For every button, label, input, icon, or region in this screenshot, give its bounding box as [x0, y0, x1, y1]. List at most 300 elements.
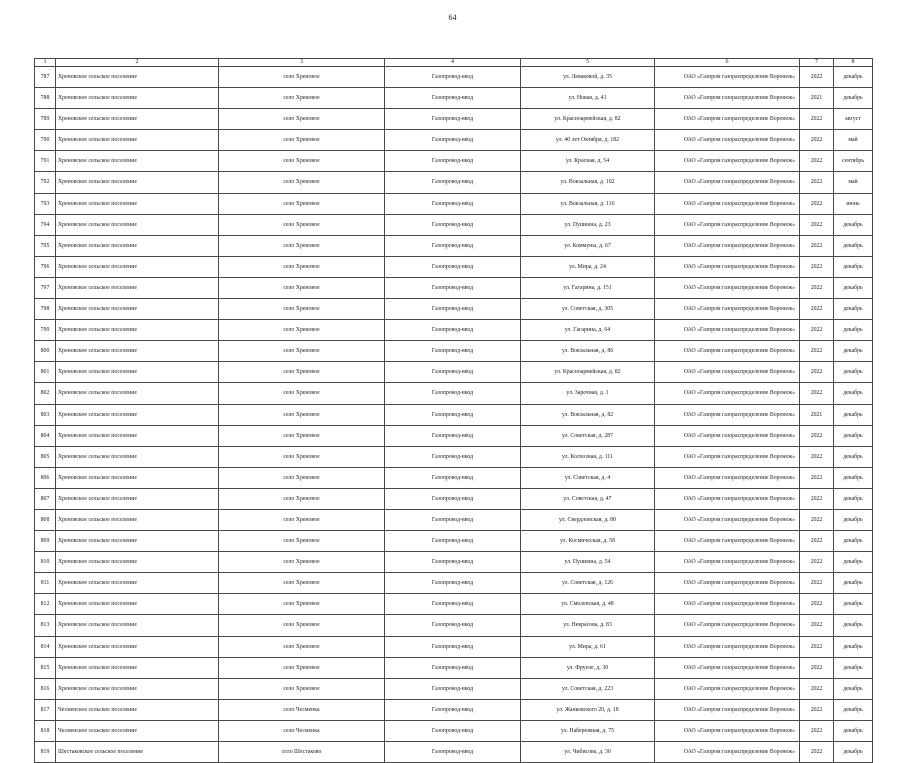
settlement-cell: Хреновское сельское поселение — [56, 109, 219, 130]
row-number-cell: 813 — [35, 615, 56, 636]
month-cell: декабрь — [834, 383, 873, 404]
table-row — [35, 699, 873, 720]
organization-cell: ОАО «Газпром газораспределение Воронеж» — [655, 130, 800, 151]
organization-cell: ОАО «Газпром газораспределение Воронеж» — [655, 214, 800, 235]
settlement-cell: Хреновское сельское поселение — [56, 88, 219, 109]
locality-cell: село Хреновое — [219, 404, 385, 425]
month-cell: декабрь — [834, 552, 873, 573]
locality-cell: село Хреновое — [219, 109, 385, 130]
settlement-cell: Хреновское сельское поселение — [56, 193, 219, 214]
locality-cell: село Хреновое — [219, 172, 385, 193]
address-cell: ул. Вокзальная, д. 116 — [521, 193, 655, 214]
row-number-cell: 819 — [35, 742, 56, 763]
address-cell: ул. Пушкина, д. 54 — [521, 552, 655, 573]
settlement-cell: Хреновское сельское поселение — [56, 657, 219, 678]
row-number-cell: 797 — [35, 277, 56, 298]
locality-cell: село Хреновое — [219, 425, 385, 446]
address-cell: ул. 40 лет Октября, д. 182 — [521, 130, 655, 151]
settlement-cell: Хреновское сельское поселение — [56, 214, 219, 235]
month-cell: декабрь — [834, 404, 873, 425]
locality-cell: село Хреновое — [219, 67, 385, 88]
organization-cell: ОАО «Газпром газораспределение Воронеж» — [655, 425, 800, 446]
settlement-cell: Хреновское сельское поселение — [56, 383, 219, 404]
month-cell: декабрь — [834, 699, 873, 720]
object-type-cell: Газопровод-ввод — [385, 404, 521, 425]
month-cell: декабрь — [834, 67, 873, 88]
settlement-cell: Хреновское сельское поселение — [56, 235, 219, 256]
organization-cell: ОАО «Газпром газораспределение Воронеж» — [655, 299, 800, 320]
year-cell: 2022 — [800, 467, 834, 488]
object-type-cell: Газопровод-ввод — [385, 573, 521, 594]
address-cell: ул. Советская, д. 287 — [521, 425, 655, 446]
month-cell: декабрь — [834, 678, 873, 699]
year-cell: 2022 — [800, 742, 834, 763]
month-cell: декабрь — [834, 88, 873, 109]
address-cell: ул. Свердловская, д. 80 — [521, 509, 655, 530]
object-type-cell: Газопровод-ввод — [385, 699, 521, 720]
column-header-5: 5 — [521, 59, 655, 67]
object-type-cell: Газопровод-ввод — [385, 193, 521, 214]
locality-cell: село Хреновое — [219, 467, 385, 488]
table-body — [35, 67, 873, 763]
address-cell: ул. Красная, д. 54 — [521, 151, 655, 172]
organization-cell: ОАО «Газпром газораспределение Воронеж» — [655, 594, 800, 615]
table-row — [35, 425, 873, 446]
table-row — [35, 235, 873, 256]
year-cell: 2022 — [800, 552, 834, 573]
object-type-cell: Газопровод-ввод — [385, 509, 521, 530]
year-cell: 2022 — [800, 636, 834, 657]
month-cell: август — [834, 109, 873, 130]
row-number-cell: 793 — [35, 193, 56, 214]
month-cell: декабрь — [834, 636, 873, 657]
table-row — [35, 467, 873, 488]
settlement-cell: Хреновское сельское поселение — [56, 277, 219, 298]
year-cell: 2022 — [800, 193, 834, 214]
object-type-cell: Газопровод-ввод — [385, 615, 521, 636]
row-number-cell: 795 — [35, 235, 56, 256]
month-cell: декабрь — [834, 341, 873, 362]
locality-cell: село Чесменка — [219, 699, 385, 720]
settlement-cell: Хреновское сельское поселение — [56, 636, 219, 657]
address-cell: ул. Советская, д. 223 — [521, 678, 655, 699]
organization-cell: ОАО «Газпром газораспределение Воронеж» — [655, 320, 800, 341]
table-row — [35, 362, 873, 383]
settlement-cell: Хреновское сельское поселение — [56, 256, 219, 277]
settlement-cell: Хреновское сельское поселение — [56, 425, 219, 446]
locality-cell: село Шестаково — [219, 742, 385, 763]
table-row — [35, 172, 873, 193]
object-type-cell: Газопровод-ввод — [385, 299, 521, 320]
address-cell: ул. Гагарина, д. 151 — [521, 277, 655, 298]
locality-cell: село Хреновое — [219, 193, 385, 214]
object-type-cell: Газопровод-ввод — [385, 109, 521, 130]
object-type-cell: Газопровод-ввод — [385, 657, 521, 678]
organization-cell: ОАО «Газпром газораспределение Воронеж» — [655, 277, 800, 298]
row-number-cell: 803 — [35, 404, 56, 425]
settlement-cell: Хреновское сельское поселение — [56, 172, 219, 193]
settlement-cell: Хреновское сельское поселение — [56, 341, 219, 362]
settlement-cell: Шестаковское сельское поселение — [56, 742, 219, 763]
month-cell: декабрь — [834, 488, 873, 509]
table-row — [35, 573, 873, 594]
row-number-cell: 811 — [35, 573, 56, 594]
settlement-cell: Хреновское сельское поселение — [56, 488, 219, 509]
year-cell: 2022 — [800, 699, 834, 720]
table-row — [35, 615, 873, 636]
row-number-cell: 801 — [35, 362, 56, 383]
organization-cell: ОАО «Газпром газораспределение Воронеж» — [655, 467, 800, 488]
row-number-cell: 790 — [35, 130, 56, 151]
locality-cell: село Хреновое — [219, 256, 385, 277]
table-row — [35, 151, 873, 172]
object-type-cell: Газопровод-ввод — [385, 383, 521, 404]
locality-cell: село Хреновое — [219, 531, 385, 552]
table-row — [35, 531, 873, 552]
table-row — [35, 320, 873, 341]
row-number-cell: 815 — [35, 657, 56, 678]
object-type-cell: Газопровод-ввод — [385, 594, 521, 615]
object-type-cell: Газопровод-ввод — [385, 742, 521, 763]
row-number-cell: 788 — [35, 88, 56, 109]
table-row — [35, 720, 873, 741]
organization-cell: ОАО «Газпром газораспределение Воронеж» — [655, 488, 800, 509]
object-type-cell: Газопровод-ввод — [385, 362, 521, 383]
object-type-cell: Газопровод-ввод — [385, 678, 521, 699]
year-cell: 2022 — [800, 509, 834, 530]
object-type-cell: Газопровод-ввод — [385, 488, 521, 509]
year-cell: 2022 — [800, 531, 834, 552]
row-number-cell: 808 — [35, 509, 56, 530]
year-cell: 2022 — [800, 320, 834, 341]
row-number-cell: 816 — [35, 678, 56, 699]
address-cell: ул. Космическая, д. 58 — [521, 531, 655, 552]
object-type-cell: Газопровод-ввод — [385, 720, 521, 741]
month-cell: декабрь — [834, 299, 873, 320]
month-cell: июнь — [834, 193, 873, 214]
month-cell: сентябрь — [834, 151, 873, 172]
address-cell: ул. Колхозная, д. 111 — [521, 446, 655, 467]
year-cell: 2022 — [800, 172, 834, 193]
table-row — [35, 277, 873, 298]
row-number-cell: 817 — [35, 699, 56, 720]
organization-cell: ОАО «Газпром газораспределение Воронеж» — [655, 657, 800, 678]
settlement-cell: Хреновское сельское поселение — [56, 151, 219, 172]
year-cell: 2022 — [800, 151, 834, 172]
address-cell: ул. Некрасова, д. 83 — [521, 615, 655, 636]
address-cell: ул. Пушкина, д. 23 — [521, 214, 655, 235]
locality-cell: село Хреновое — [219, 320, 385, 341]
address-cell: ул. Советская, д. 47 — [521, 488, 655, 509]
address-cell: ул. Мира, д. 61 — [521, 636, 655, 657]
table-row — [35, 636, 873, 657]
address-cell: ул. Смоленская, д. 48 — [521, 594, 655, 615]
object-type-cell: Газопровод-ввод — [385, 151, 521, 172]
object-type-cell: Газопровод-ввод — [385, 172, 521, 193]
settlement-cell: Чесменское сельское поселение — [56, 720, 219, 741]
object-type-cell: Газопровод-ввод — [385, 277, 521, 298]
table-row — [35, 657, 873, 678]
object-type-cell: Газопровод-ввод — [385, 214, 521, 235]
year-cell: 2022 — [800, 130, 834, 151]
organization-cell: ОАО «Газпром газораспределение Воронеж» — [655, 615, 800, 636]
column-header-1: 1 — [35, 59, 56, 67]
month-cell: декабрь — [834, 467, 873, 488]
month-cell: декабрь — [834, 594, 873, 615]
object-type-cell: Газопровод-ввод — [385, 467, 521, 488]
table-row — [35, 109, 873, 130]
table-row — [35, 214, 873, 235]
row-number-cell: 805 — [35, 446, 56, 467]
object-type-cell: Газопровод-ввод — [385, 320, 521, 341]
organization-cell: ОАО «Газпром газораспределение Воронеж» — [655, 256, 800, 277]
locality-cell: село Хреновое — [219, 594, 385, 615]
month-cell: декабрь — [834, 742, 873, 763]
object-type-cell: Газопровод-ввод — [385, 256, 521, 277]
locality-cell: село Хреновое — [219, 341, 385, 362]
address-cell: ул. Красноармейская, д. 82 — [521, 362, 655, 383]
object-type-cell: Газопровод-ввод — [385, 636, 521, 657]
row-number-cell: 809 — [35, 531, 56, 552]
year-cell: 2022 — [800, 214, 834, 235]
settlement-cell: Хреновское сельское поселение — [56, 509, 219, 530]
year-cell: 2022 — [800, 299, 834, 320]
row-number-cell: 796 — [35, 256, 56, 277]
locality-cell: село Хреновое — [219, 446, 385, 467]
address-cell: ул. Красноармейская, д. 82 — [521, 109, 655, 130]
locality-cell: село Хреновое — [219, 636, 385, 657]
address-cell: ул. Фрунзе, д. 30 — [521, 657, 655, 678]
row-number-cell: 806 — [35, 467, 56, 488]
year-cell: 2022 — [800, 446, 834, 467]
table-header-row — [35, 59, 873, 67]
year-cell: 2022 — [800, 720, 834, 741]
table-row — [35, 594, 873, 615]
object-type-cell: Газопровод-ввод — [385, 446, 521, 467]
organization-cell: ОАО «Газпром газораспределение Воронеж» — [655, 552, 800, 573]
table-row — [35, 88, 873, 109]
table-row — [35, 488, 873, 509]
table-row — [35, 446, 873, 467]
row-number-cell: 791 — [35, 151, 56, 172]
address-cell: ул. Советская, д. 4 — [521, 467, 655, 488]
object-type-cell: Газопровод-ввод — [385, 531, 521, 552]
month-cell: декабрь — [834, 235, 873, 256]
locality-cell: село Хреновое — [219, 678, 385, 699]
year-cell: 2022 — [800, 425, 834, 446]
organization-cell: ОАО «Газпром газораспределение Воронеж» — [655, 235, 800, 256]
object-type-cell: Газопровод-ввод — [385, 552, 521, 573]
locality-cell: село Хреновое — [219, 383, 385, 404]
organization-cell: ОАО «Газпром газораспределение Воронеж» — [655, 404, 800, 425]
table-row — [35, 383, 873, 404]
settlement-cell: Хреновское сельское поселение — [56, 130, 219, 151]
month-cell: декабрь — [834, 720, 873, 741]
table-row — [35, 552, 873, 573]
address-cell: ул. Новая, д. 41 — [521, 88, 655, 109]
row-number-cell: 814 — [35, 636, 56, 657]
address-cell: ул. Коммуны, д. 67 — [521, 235, 655, 256]
year-cell: 2021 — [800, 404, 834, 425]
month-cell: декабрь — [834, 214, 873, 235]
table-row — [35, 130, 873, 151]
month-cell: декабрь — [834, 509, 873, 530]
object-type-cell: Газопровод-ввод — [385, 235, 521, 256]
column-header-3: 3 — [219, 59, 385, 67]
organization-cell: ОАО «Газпром газораспределение Воронеж» — [655, 362, 800, 383]
row-number-cell: 799 — [35, 320, 56, 341]
locality-cell: село Хреновое — [219, 235, 385, 256]
month-cell: май — [834, 172, 873, 193]
organization-cell: ОАО «Газпром газораспределение Воронеж» — [655, 531, 800, 552]
locality-cell: село Хреновое — [219, 552, 385, 573]
settlement-cell: Хреновское сельское поселение — [56, 446, 219, 467]
organization-cell: ОАО «Газпром газораспределение Воронеж» — [655, 573, 800, 594]
organization-cell: ОАО «Газпром газораспределение Воронеж» — [655, 446, 800, 467]
address-cell: ул. Гагарина, д. 64 — [521, 320, 655, 341]
year-cell: 2022 — [800, 235, 834, 256]
organization-cell: ОАО «Газпром газораспределение Воронеж» — [655, 67, 800, 88]
organization-cell: ОАО «Газпром газораспределение Воронеж» — [655, 341, 800, 362]
locality-cell: село Хреновое — [219, 509, 385, 530]
settlement-cell: Хреновское сельское поселение — [56, 67, 219, 88]
year-cell: 2022 — [800, 488, 834, 509]
table-row — [35, 742, 873, 763]
object-type-cell: Газопровод-ввод — [385, 425, 521, 446]
organization-cell: ОАО «Газпром газораспределение Воронеж» — [655, 742, 800, 763]
table-row — [35, 67, 873, 88]
settlement-cell: Хреновское сельское поселение — [56, 615, 219, 636]
page-number: 64 — [448, 13, 457, 22]
table-row — [35, 299, 873, 320]
organization-cell: ОАО «Газпром газораспределение Воронеж» — [655, 193, 800, 214]
year-cell: 2022 — [800, 256, 834, 277]
organization-cell: ОАО «Газпром газораспределение Воронеж» — [655, 109, 800, 130]
year-cell: 2021 — [800, 88, 834, 109]
object-type-cell: Газопровод-ввод — [385, 88, 521, 109]
settlement-cell: Хреновское сельское поселение — [56, 404, 219, 425]
row-number-cell: 804 — [35, 425, 56, 446]
address-cell: ул. Набережная, д. 75 — [521, 720, 655, 741]
year-cell: 2022 — [800, 615, 834, 636]
year-cell: 2022 — [800, 341, 834, 362]
address-cell: ул. Вокзальная, д. 82 — [521, 404, 655, 425]
row-number-cell: 818 — [35, 720, 56, 741]
gas-pipeline-table — [34, 58, 873, 763]
locality-cell: село Хреновое — [219, 151, 385, 172]
settlement-cell: Хреновское сельское поселение — [56, 362, 219, 383]
organization-cell: ОАО «Газпром газораспределение Воронеж» — [655, 699, 800, 720]
month-cell: декабрь — [834, 657, 873, 678]
organization-cell: ОАО «Газпром газораспределение Воронеж» — [655, 509, 800, 530]
organization-cell: ОАО «Газпром газораспределение Воронеж» — [655, 636, 800, 657]
year-cell: 2022 — [800, 594, 834, 615]
year-cell: 2022 — [800, 657, 834, 678]
locality-cell: село Хреновое — [219, 573, 385, 594]
locality-cell: село Чесменка — [219, 720, 385, 741]
address-cell: ул. Жанковского 20, д. 18 — [521, 699, 655, 720]
address-cell: ул. Леваковой, д. 35 — [521, 67, 655, 88]
locality-cell: село Хреновое — [219, 299, 385, 320]
locality-cell: село Хреновое — [219, 488, 385, 509]
year-cell: 2022 — [800, 383, 834, 404]
month-cell: декабрь — [834, 425, 873, 446]
month-cell: декабрь — [834, 362, 873, 383]
settlement-cell: Хреновское сельское поселение — [56, 594, 219, 615]
settlement-cell: Хреновское сельское поселение — [56, 467, 219, 488]
organization-cell: ОАО «Газпром газораспределение Воронеж» — [655, 151, 800, 172]
year-cell: 2022 — [800, 678, 834, 699]
table-row — [35, 678, 873, 699]
settlement-cell: Хреновское сельское поселение — [56, 531, 219, 552]
column-header-8: 8 — [834, 59, 873, 67]
table-row — [35, 256, 873, 277]
table-row — [35, 404, 873, 425]
year-cell: 2022 — [800, 277, 834, 298]
settlement-cell: Хреновское сельское поселение — [56, 678, 219, 699]
organization-cell: ОАО «Газпром газораспределение Воронеж» — [655, 172, 800, 193]
settlement-cell: Хреновское сельское поселение — [56, 552, 219, 573]
year-cell: 2022 — [800, 573, 834, 594]
column-header-7: 7 — [800, 59, 834, 67]
year-cell: 2022 — [800, 67, 834, 88]
row-number-cell: 798 — [35, 299, 56, 320]
column-header-4: 4 — [385, 59, 521, 67]
row-number-cell: 789 — [35, 109, 56, 130]
year-cell: 2022 — [800, 362, 834, 383]
row-number-cell: 807 — [35, 488, 56, 509]
row-number-cell: 800 — [35, 341, 56, 362]
row-number-cell: 810 — [35, 552, 56, 573]
month-cell: май — [834, 130, 873, 151]
organization-cell: ОАО «Газпром газораспределение Воронеж» — [655, 678, 800, 699]
locality-cell: село Хреновое — [219, 277, 385, 298]
month-cell: декабрь — [834, 573, 873, 594]
locality-cell: село Хреновое — [219, 88, 385, 109]
month-cell: декабрь — [834, 446, 873, 467]
row-number-cell: 792 — [35, 172, 56, 193]
settlement-cell: Чесменское сельское поселение — [56, 699, 219, 720]
address-cell: ул. Вокзальная, д. 102 — [521, 172, 655, 193]
settlement-cell: Хреновское сельское поселение — [56, 299, 219, 320]
object-type-cell: Газопровод-ввод — [385, 341, 521, 362]
locality-cell: село Хреновое — [219, 362, 385, 383]
row-number-cell: 812 — [35, 594, 56, 615]
object-type-cell: Газопровод-ввод — [385, 130, 521, 151]
row-number-cell: 787 — [35, 67, 56, 88]
year-cell: 2022 — [800, 109, 834, 130]
address-cell: ул. Заречная, д. 1 — [521, 383, 655, 404]
column-header-6: 6 — [655, 59, 800, 67]
organization-cell: ОАО «Газпром газораспределение Воронеж» — [655, 720, 800, 741]
address-cell: ул. Мира, д. 24 — [521, 256, 655, 277]
month-cell: декабрь — [834, 615, 873, 636]
month-cell: декабрь — [834, 531, 873, 552]
month-cell: декабрь — [834, 320, 873, 341]
object-type-cell: Газопровод-ввод — [385, 67, 521, 88]
address-cell: ул. Советская, д. 305 — [521, 299, 655, 320]
locality-cell: село Хреновое — [219, 130, 385, 151]
address-cell: ул. Советская, д. 126 — [521, 573, 655, 594]
organization-cell: ОАО «Газпром газораспределение Воронеж» — [655, 383, 800, 404]
locality-cell: село Хреновое — [219, 657, 385, 678]
column-header-2: 2 — [56, 59, 219, 67]
address-cell: ул. Чибисова, д. 30 — [521, 742, 655, 763]
settlement-cell: Хреновское сельское поселение — [56, 573, 219, 594]
settlement-cell: Хреновское сельское поселение — [56, 320, 219, 341]
address-cell: ул. Вокзальная, д. 86 — [521, 341, 655, 362]
locality-cell: село Хреновое — [219, 214, 385, 235]
